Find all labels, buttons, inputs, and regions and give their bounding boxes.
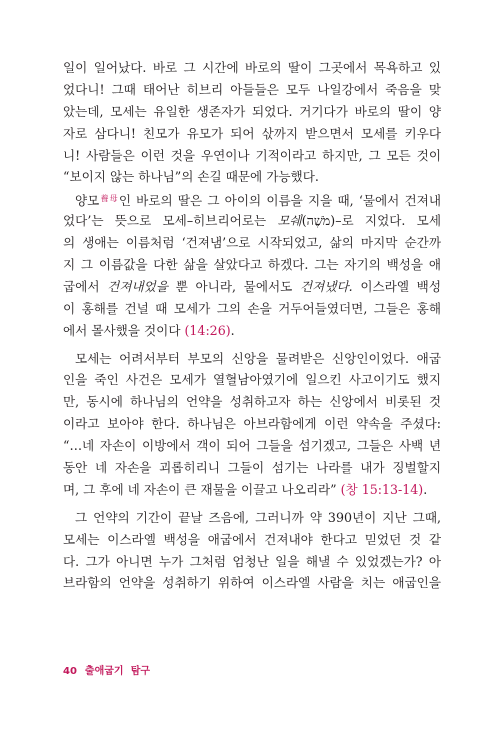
text-line	[63, 276, 441, 298]
text-run: 었다’는 뜻으로 모세–히브리어로는	[63, 213, 278, 229]
italic-term: 모쉐	[277, 213, 302, 229]
text-line: “보이지 않는 하나님”의 손길 때문에 가능했다.	[63, 169, 319, 185]
text-line: 이 홍해를 건널 때 모세가 그의 손을 거두어들였더면, 그들은 홍해	[63, 300, 441, 316]
text-line: 모세는 어려서부터 부모의 신앙을 물려받은 신앙인이었다. 애굽	[75, 350, 441, 366]
hanja-annotation: 養母	[99, 194, 119, 204]
text-line: 일이 일어났다. 바로 그 시간에 바로의 딸이 그곳에서 목욕하고 있	[63, 60, 441, 75]
body-text	[63, 57, 441, 594]
text-line: 다. 그가 아니면 누가 그처럼 엄청난 일을 해낼 수 있었겠는가? 아	[63, 553, 441, 569]
book-title: 출애굽기	[84, 666, 124, 677]
scripture-reference: (14:26)	[184, 322, 231, 338]
text-line	[63, 210, 441, 232]
paragraph-3	[63, 348, 441, 501]
italic-term: 건져내었을	[107, 278, 168, 294]
page-number: 40	[63, 666, 77, 677]
scripture-reference: (창 15:13-14)	[340, 481, 424, 497]
text-line: “…네 자손이 이방에서 객이 되어 그들을 섬기겠고, 그들은 사백 년	[63, 438, 441, 454]
text-run: (מֹשֶׁה)–로 지었다. 모세	[301, 213, 441, 229]
text-run: 며, 그 후에 네 자손이 큰 재물을 이끌고 나오리라”	[63, 481, 341, 497]
text-line: 이라고 보아야 한다. 하나님은 아브라함에게 이런 약속을 주셨다:	[63, 416, 441, 432]
text-line	[63, 479, 441, 501]
text-line: 모세는 이스라엘 백성을 애굽에서 건져내야 한다고 믿었던 것 같	[63, 531, 441, 547]
text-line: 았는데, 모세는 유일한 생존자가 되었다. 거기다가 바로의 딸이 양	[63, 103, 441, 119]
title-separator	[126, 666, 129, 677]
text-line: 만, 동시에 하나님의 언약을 성취하고자 하는 신앙에서 비롯된 것	[63, 394, 441, 410]
text-run: 인 바로의 딸은 그 아이의 이름을 지을 때, ‘물에서 건져내	[118, 193, 441, 209]
text-run: 뿐 아니라, 물에서도	[168, 278, 301, 294]
text-run: 양모	[75, 193, 100, 209]
text-line: 었다니! 그때 태어난 히브리 아들들은 모두 나일강에서 죽음을 맞	[63, 81, 441, 97]
text-run: 에서 몰사했을 것이다	[63, 322, 185, 338]
text-line: 의 생애는 이름처럼 ‘건져냄’으로 시작되었고, 삶의 마지막 순간까	[63, 235, 441, 251]
text-run: 굽에서	[63, 278, 108, 294]
book-title-suffix: 탐구	[130, 666, 151, 677]
text-line: 동안 네 자손을 괴롭히리니 그들이 섬기는 나라를 내가 징벌할지	[63, 460, 441, 476]
text-run: .	[230, 322, 235, 338]
paragraph-2	[63, 188, 441, 341]
page-footer	[63, 662, 150, 677]
text-line: 니! 사람들은 이런 것을 우연이나 기적이라고 하지만, 그 모든 것이	[63, 147, 441, 163]
text-line: 지 그 이름값을 다한 삶을 살았다고 하겠다. 그는 자기의 백성을 애	[63, 257, 441, 273]
paragraph-1	[63, 57, 441, 188]
text-line	[63, 320, 441, 342]
text-run: .	[423, 481, 428, 497]
paragraph-4	[63, 507, 441, 595]
text-line: 그 언약의 기간이 끝날 즈음에, 그러니까 약 390년이 지난 그때,	[75, 509, 441, 525]
text-line: 인을 죽인 사건은 모세가 열혈남아였기에 일으킨 사고이기도 했지	[63, 372, 441, 388]
text-line: 브라함의 언약을 성취하기 위하여 이스라엘 사람을 치는 애굽인을	[63, 575, 441, 591]
text-line	[63, 188, 441, 210]
text-line: 자로 삼다니! 친모가 유모가 되어 삯까지 받으면서 모세를 키우다	[63, 125, 441, 141]
text-run: 이스라엘 백성	[352, 278, 441, 294]
italic-term: 건져냈다.	[300, 278, 353, 294]
